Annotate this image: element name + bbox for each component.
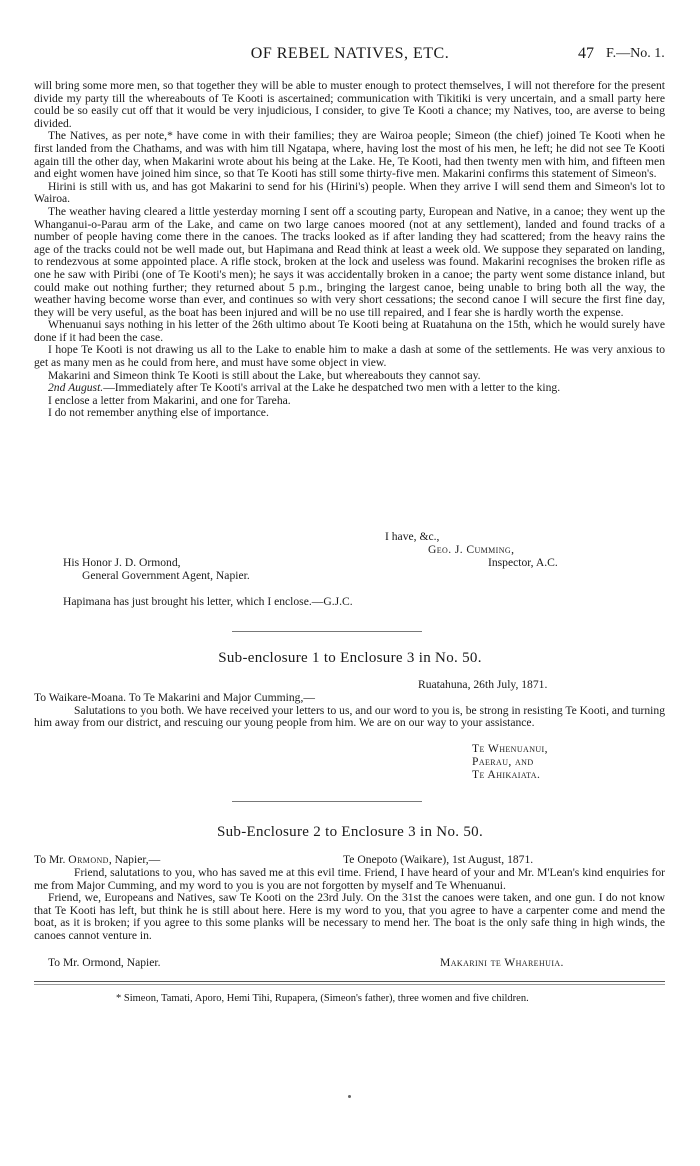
paragraph: Salutations to you both. We have received your letters to us, and our word to you is, be strong in resisting Te Kooti, and turning him away from our district, and rescuing our young people from him. We are on our way to your assistance. (34, 703, 665, 730)
place-date: Ruatahuna, 26th July, 1871. (418, 678, 548, 691)
page-header (0, 45, 700, 65)
section-divider (232, 631, 422, 632)
signature: Paerau, and (472, 755, 534, 768)
paragraph: Hirini is still with us, and has got Makarini to send for his (Hirini's) people. When they arrive I will send them and Simeon's lot to Wairoa. (34, 179, 665, 206)
document-reference: F.—No. 1. (606, 46, 665, 61)
section-divider (232, 801, 422, 802)
paragraph: Makarini and Simeon think Te Kooti is still about the Lake, but whereabouts they cannot say. (48, 368, 481, 382)
paragraph: The Natives, as per note,* have come in with their families; they are Wairoa people; Simeon (the chief) joined Te Kooti when he first landed from the Chathams, and was with him till Ngatapa, where, having lost the most of his men, he left; he did not see Te Kooti again till the other day, when Makarini wrote about his being at the Lake. He, Te Kooti, had then twenty men with him, and fifteen men and eight women have joined him since, so that Te Kooti has still some thirty-five men. Makarini confirms this statement of Simeon's. (34, 129, 665, 181)
signer-title: Inspector, A.C. (488, 556, 558, 569)
place-date: Te Onepoto (Waikare), 1st August, 1871. (343, 853, 534, 866)
signature: Makarini te Wharehuia. (440, 956, 564, 969)
closing: I have, &c., (385, 530, 440, 543)
signature: Te Ahikaiata. (472, 768, 541, 781)
paragraph: 2nd August.—Immediately after Te Kooti's arrival at the Lake he despatched two men with a letter to the king. (48, 381, 561, 395)
paragraph: Friend, salutations to you, who has saved me at this evil time. Friend, I have heard of your and Mr. M'Lean's kind enquiries for me from Major Cumming, and my word to you is you are not forgotten by myself and Te Whenuanui. (34, 866, 665, 892)
paragraph: I do not remember anything else of importance. (48, 406, 269, 420)
enclosure2-body (34, 867, 665, 943)
addressee-office: General Government Agent, Napier. (82, 569, 250, 582)
paragraph: Friend, we, Europeans and Natives, saw Te Kooti on the 23rd July. On the 31st the canoes were taken, and one gun. I do not know that Te Kooti has left, but think he is still about here. Here is my word to you, that you agree to have a carpenter come and mend the boat, as it is broken; if you agree to this some planks will be necessary to mend her. The boat is the only safe thing in high winds, the canoes cannot venture in. (34, 891, 665, 942)
page-number: 47 (578, 45, 594, 62)
section-heading: Sub-enclosure 1 to Enclosure 3 in No. 50. (218, 650, 482, 666)
print-mark (348, 1095, 351, 1098)
footnote-rule (34, 981, 665, 982)
paragraph: I hope Te Kooti is not drawing us all to the Lake to enable him to make a dash at some of the settlements. He was very anxious to get as many men as he could from here, and must have some object in view. (34, 343, 665, 370)
addressee: His Honor J. D. Ormond, (63, 556, 181, 569)
footnote-rule (34, 984, 665, 985)
salutation: To Mr. Ormond, Napier,— (34, 853, 161, 866)
paragraph: will bring some more men, so that together they will be able to muster enough to protect themselves, I will not therefore for the present divide my party till the whereabouts of Te Kooti is ascertained; communication with Tikitiki is very uncertain, and a small party here could be so easily cut off that it would be very injudicious, I consider, to give Te Kooti a chance; my Natives, too, are averse to being divided. (34, 79, 665, 130)
paragraph: I enclose a letter from Makarini, and one for Tareha. (48, 393, 291, 407)
closing-address: To Mr. Ormond, Napier. (48, 956, 161, 969)
postscript: Hapimana has just brought his letter, which I enclose.—G.J.C. (63, 595, 353, 608)
enclosure1-body (34, 692, 665, 730)
date-marker: 2nd August. (48, 381, 104, 395)
running-title: OF REBEL NATIVES, ETC. (250, 45, 450, 62)
paragraph: The weather having cleared a little yesterday morning I sent off a scouting party, European and Native, in a canoe; they went up the Whanganui-o-Parau arm of the Lake, and came on two large canoes moored (not at any settlement), landed and found tracks of a number of people having come there in the canoes. The tracks looked as if after landing they had scattered; from the heavy rains the age of the tracks could not be well made out, but Hapimana and Read think at least a week old. We suppose they separated on landing, to rendezvous at some appointed place. A rifle stock, broken at the lock and useless was found. Makarini recognises the broken rifle as one he saw with Piribi (one of Te Kooti's men); he says it was accidentally broken in a canoe; the party went some distance inland, but could make out nothing further; they returned about 5 p.m., bringing the largest canoe, being unable to bring both all the way, the weather having become worse than ever, and continues so with very short cessations; the second canoe I will secure the first fine day, they will be very useful, as the boat has been injured and will be no use till repaired, and I fear she is hardly worth the expense. (34, 204, 665, 319)
salutation: To Waikare-Moana. To Te Makarini and Major Cumming,— (34, 691, 315, 704)
section-heading: Sub-Enclosure 2 to Enclosure 3 in No. 50. (216, 824, 483, 840)
letter-body (34, 80, 665, 420)
paragraph: Whenuanui says nothing in his letter of the 26th ultimo about Te Kooti being at Ruatahuna on the 15th, which he would surely have done if it had been the case. (34, 318, 665, 344)
footnote: * Simeon, Tamati, Aporo, Hemi Tihi, Rupapera, (Simeon's father), three women and five children. (116, 993, 529, 1004)
signature: Geo. J. Cumming, (428, 543, 515, 556)
signature: Te Whenuanui, (472, 742, 548, 755)
